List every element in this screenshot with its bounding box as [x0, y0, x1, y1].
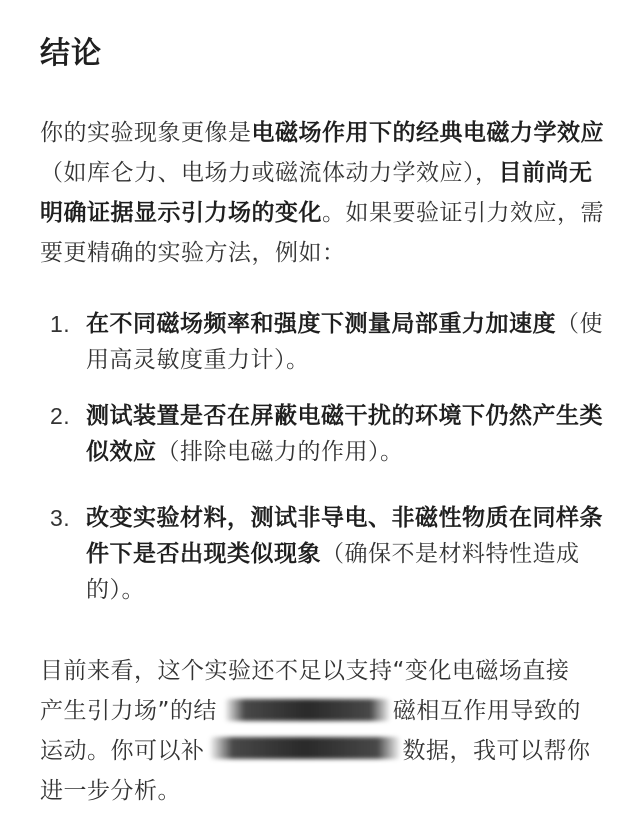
conclusion-line-4: 进一步分析。 [40, 778, 181, 804]
intro-text-1: 你的实验现象更像是 [40, 120, 252, 146]
list-number: 2. [50, 403, 71, 429]
list-item-note: （排除电磁力的作用）。 [156, 439, 404, 465]
list-item-bold: 测试装置是否在屏蔽电磁干扰的环境下仍然产生类似效应 [86, 403, 603, 465]
conclusion-line-1: 目前来看，这个实验还不足以支持“变化电磁场直接 [40, 658, 570, 684]
intro-bold-2: 目前尚无明确证据显示引力场的变化 [40, 160, 593, 226]
conclusion-paragraph [40, 651, 605, 811]
intro-paragraph [40, 113, 605, 273]
conclusion-line-3b: 数据，我可以帮你 [402, 738, 591, 764]
conclusion-line-3a: 运动。你可以补 [40, 738, 205, 764]
section-title: 结论 [40, 36, 102, 71]
intro-text-2: （如库仑力、电场力或磁流体动力学效应）， [40, 160, 499, 186]
list-item-bold: 改变实验材料，测试非导电、非磁性物质在同样条件下是否出现类似现象 [86, 505, 603, 567]
conclusion-line-2a: 产生引力场”的结 [40, 698, 217, 724]
intro-bold-1: 电磁场作用下的经典电磁力学效应 [251, 120, 604, 146]
redaction-blur [210, 737, 400, 759]
list-number: 3. [50, 505, 71, 531]
list-item-note: （确保不是材料特性造成的）。 [86, 541, 580, 603]
intro-text-3: 。如果要验证引力效应，需要更精确的实验方法，例如： [40, 200, 604, 266]
list-item-body [86, 500, 608, 608]
list-item-body [86, 398, 608, 470]
list-item-bold: 在不同磁场频率和强度下测量局部重力加速度 [86, 311, 556, 337]
list-number: 1. [50, 311, 71, 337]
list-item-note: （使用高灵敏度重力计）。 [86, 311, 603, 373]
list-item-body [86, 306, 608, 378]
redaction-blur [225, 699, 390, 721]
conclusion-line-2b: 磁相互作用导致的 [392, 698, 581, 724]
